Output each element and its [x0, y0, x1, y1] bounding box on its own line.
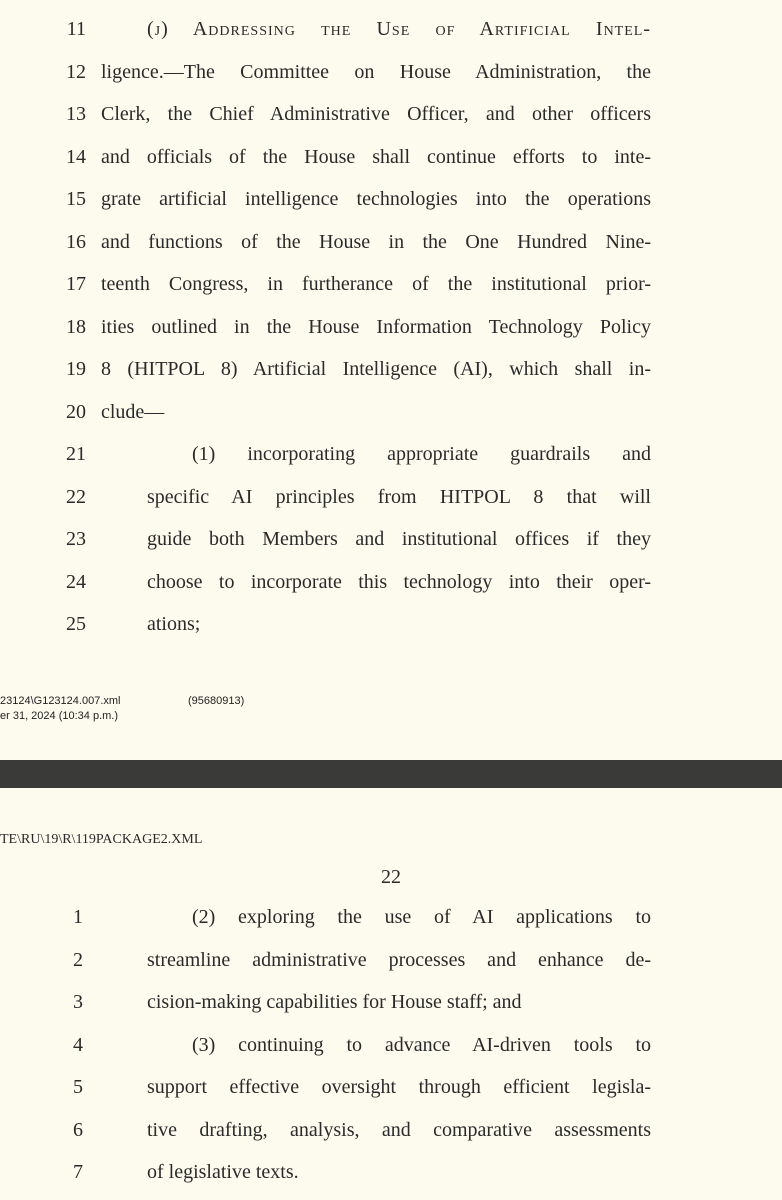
text-line: support effective oversight through efficient legisla-	[147, 1076, 651, 1098]
footer-date: er 31, 2024 (10:34 p.m.)	[0, 710, 119, 722]
text-line: specific AI principles from HITPOL 8 that will	[147, 485, 651, 508]
line-number: 3	[73, 991, 83, 1013]
line-number: 7	[73, 1161, 83, 1183]
line-number: 1	[73, 906, 83, 928]
footer-code: (95680913)	[188, 695, 245, 707]
text-line: teenth Congress, in furtherance of the institutional prior-	[101, 273, 651, 295]
line-number: 14	[66, 145, 86, 168]
line-number: 6	[73, 1118, 83, 1141]
text-line: of legislative texts.	[147, 1161, 299, 1183]
text-line: Clerk, the Chief Administrative Officer, and other officers	[101, 103, 651, 125]
text-line: (1) incorporating appropriate guardrails and	[192, 443, 651, 465]
footer-file: 23124\G123124.007.xml	[0, 695, 121, 707]
line-number: 2	[73, 948, 83, 971]
text-line: and officials of the House shall continue efforts to inte-	[101, 145, 651, 168]
text-line: choose to incorporate this technology into their oper-	[147, 570, 651, 593]
line-number: 16	[66, 230, 86, 253]
line-number: 18	[66, 315, 86, 338]
text-line: (2) exploring the use of AI applications to	[192, 906, 651, 928]
header-path: TE\RU\19\R\119PACKAGE2.XML	[0, 832, 203, 847]
text-line: (3) continuing to advance AI-driven tools to	[192, 1033, 651, 1056]
line-number: 12	[66, 60, 86, 83]
text-line: streamline administrative processes and enhance de-	[147, 948, 651, 971]
line-number: 25	[66, 613, 86, 635]
line-number: 23	[66, 528, 86, 550]
text-line: ations;	[147, 613, 201, 635]
line-number: 11	[66, 18, 86, 40]
page-divider	[0, 760, 782, 788]
line-number: 22	[66, 485, 86, 508]
line-number: 17	[66, 273, 86, 295]
line-number: 20	[66, 400, 86, 423]
text-line: guide both Members and institutional offices if they	[147, 528, 651, 550]
page-number: 22	[381, 866, 401, 888]
line-number: 19	[66, 358, 86, 380]
line-number: 21	[66, 443, 86, 465]
text-line: (j) Addressing the Use of Artificial Intel-	[147, 18, 651, 40]
line-number: 24	[66, 570, 86, 593]
text-line: cision-making capabilities for House staff; and	[147, 991, 522, 1013]
text-line: and functions of the House in the One Hundred Nine-	[101, 230, 651, 253]
line-number: 5	[73, 1076, 83, 1098]
text-line: grate artificial intelligence technologies into the operations	[101, 188, 651, 210]
line-number: 15	[66, 188, 86, 210]
text-line: tive drafting, analysis, and comparative assessments	[147, 1118, 651, 1141]
text-line: ligence.—The Committee on House Administration, the	[101, 60, 651, 83]
text-line: 8 (HITPOL 8) Artificial Intelligence (AI), which shall in-	[101, 358, 651, 380]
text-line: ities outlined in the House Information Technology Policy	[101, 315, 651, 338]
line-number: 4	[73, 1033, 83, 1056]
text-line: clude—	[101, 400, 165, 423]
line-number: 13	[66, 103, 86, 125]
